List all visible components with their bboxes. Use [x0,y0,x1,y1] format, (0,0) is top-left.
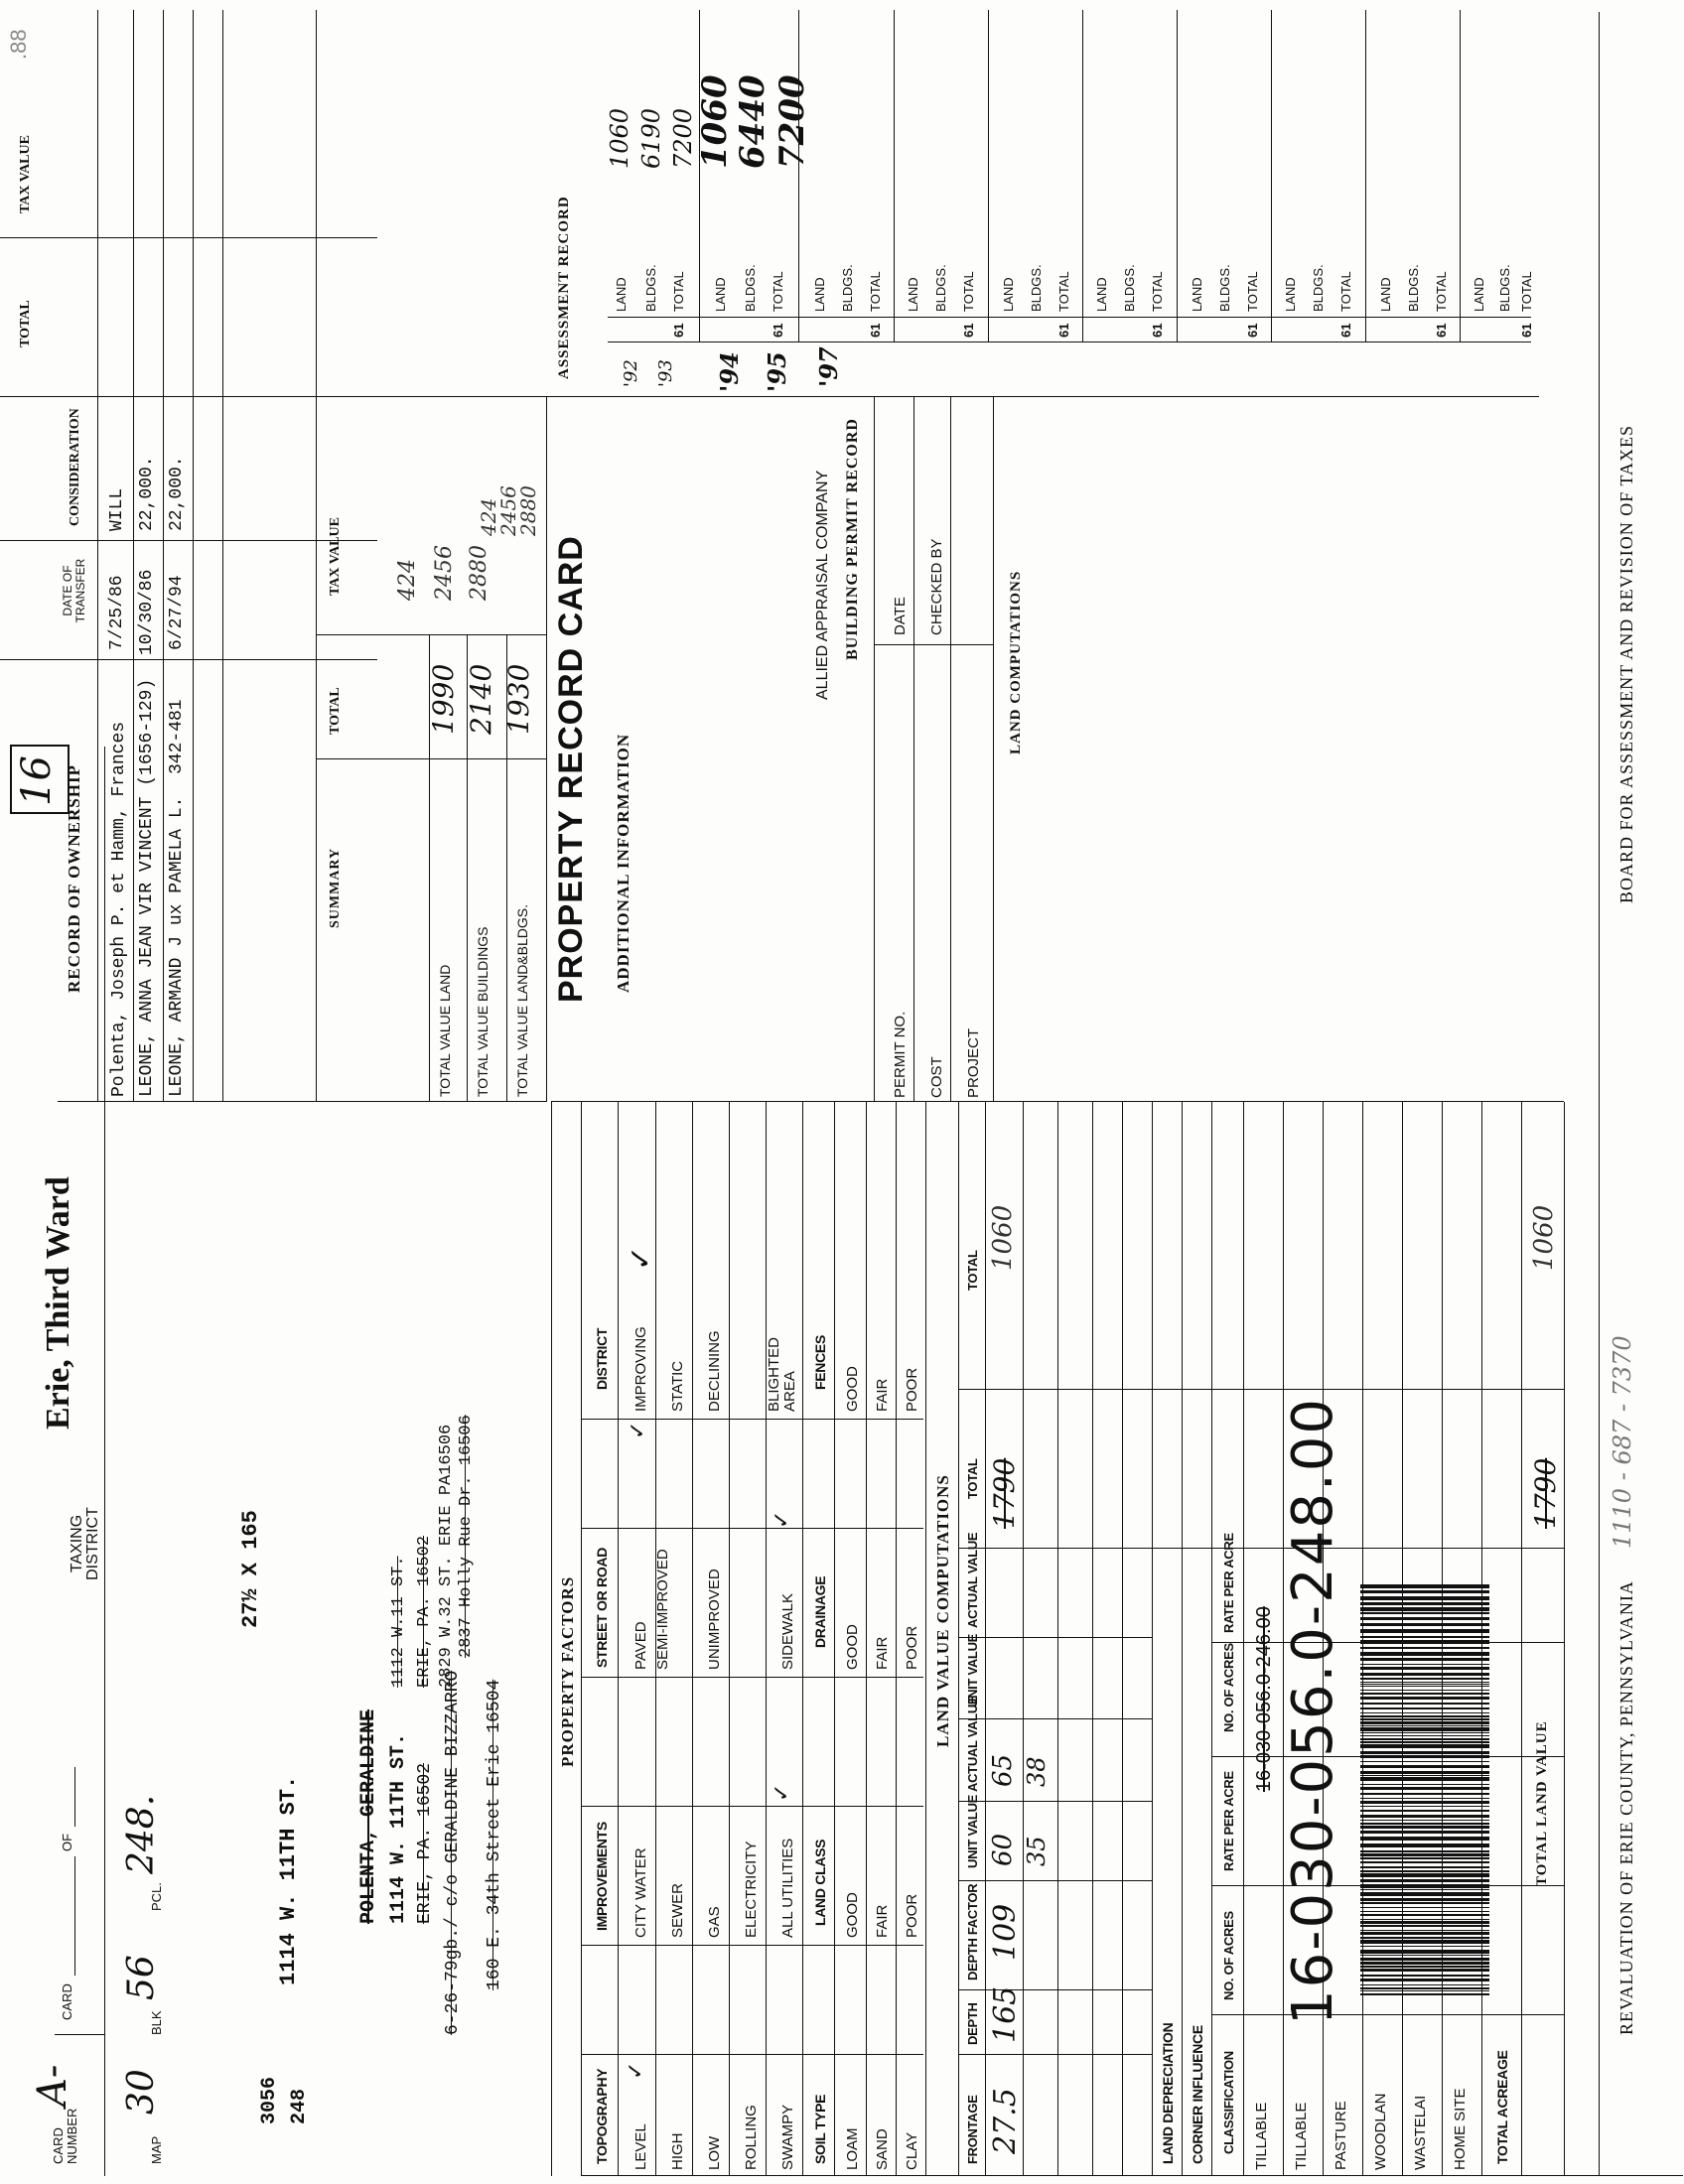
owner-1-date: 7/25/86 [107,575,127,650]
card-number-value: A- [30,2064,75,2107]
assessment-year-97: '97 [814,346,843,387]
street-sidewalk-check: ✓ [770,1510,794,1529]
lv-unit-value-2: 35 [1023,1836,1051,1866]
street-paved: PAVED [632,1621,649,1670]
district-blighted: BLIGHTED AREA [766,1336,798,1412]
assess-bldgs-8: BLDGS. [1311,264,1326,312]
assessment-title: ASSESSMENT RECORD [556,196,572,379]
assess-total-3: TOTAL [868,271,883,312]
owner-1-name: Polenta, Joseph P. et Hamm, Frances [109,721,129,1097]
class-pasture: PASTURE [1333,2101,1349,2170]
mid-line-3: 2829 W.32 ST. ERIE PA16506 [437,1424,456,1688]
topography-header: TOPOGRAPHY [594,2068,610,2164]
fences-header: FENCES [812,1335,828,1390]
soil-sand: SAND [874,2128,891,2170]
date-label: DATE [892,597,909,635]
assess-bldgs-7: BLDGS. [1217,264,1232,312]
lv-header-depth-factor: DEPTH FACTOR [965,1883,980,1980]
mid-line-2: ERIE, PA. 16502 [415,1535,434,1688]
assess-total-7: TOTAL [1245,271,1260,312]
assess-year-code-1: 61 [671,323,686,338]
parcel-number: 16-030-056.0-248.00 [1281,1396,1345,2025]
lv-header-actual-value-2: ACTUAL VALUE [965,1532,980,1628]
assessment-value-5: 6440 [733,74,772,169]
drainage-header: DRAINAGE [812,1575,828,1648]
blk-label: BLK [149,2010,164,2035]
impr-all-utilities: ALL UTILITIES [779,1838,796,1938]
land-value-title: LAND VALUE COMPUTATIONS [933,1474,952,1747]
lv-header-total-1: TOTAL [965,1458,980,1499]
assess-land-1: LAND [614,277,629,312]
assess-total-1: TOTAL [671,271,686,312]
total-land-value-label: TOTAL LAND VALUE [1534,1720,1550,1886]
class-wasteland: WASTELAI [1412,2095,1429,2170]
owner-2-consideration: 22,000. [137,456,157,531]
summary-land-label: TOTAL VALUE LAND [437,964,453,1097]
assess-total-4: TOTAL [961,271,976,312]
lv-depth: 165 [988,1985,1023,2043]
total-acreage: TOTAL ACREAGE [1494,2050,1510,2164]
card-number-label: CARD NUMBER [51,2108,79,2164]
fence-poor: POOR [904,1367,920,1412]
topo-level: LEVEL [632,2123,649,2170]
lv-header-total-2: TOTAL [965,1250,980,1291]
class-good: GOOD [844,1892,861,1938]
property-address: 1114 W. 11TH ST. [276,1775,301,1985]
acre-header-rate-2: RATE PER ACRE [1221,1533,1236,1633]
footer-notes: 1110 - 687 - 7370 [1609,1335,1636,1549]
district-declining: DECLINING [706,1330,723,1412]
assess-total-9: TOTAL [1434,271,1449,312]
project-label: PROJECT [965,1027,982,1098]
land-depreciation: LAND DEPRECIATION [1160,2022,1176,2164]
land-computations-title: LAND COMPUTATIONS [1008,570,1024,754]
summary-land-tax: 424 [477,497,500,536]
owner-line-4: 6-26-79gb./ c/o GERALDINE BIZZARRO [443,1670,463,2035]
district-improving-check: ✓ [624,1245,658,1271]
drain-good: GOOD [844,1624,861,1670]
summary-tax-value-label: TAX VALUE [328,517,343,596]
assessment-value-3: 7200 [669,107,697,169]
assess-bldgs-2: BLDGS. [743,264,758,312]
assessment-tax-value-label: TAX VALUE [18,135,33,213]
summary-buildings-total: 2140 [465,663,497,735]
acre-header-acres-1: NO. OF ACRES [1221,1911,1236,2000]
lv-header-depth: DEPTH [965,2002,980,2045]
assess-bldgs-10: BLDGS. [1497,264,1512,312]
assess-bldgs-3: BLDGS. [840,264,855,312]
assessment-year-94: '94 [715,351,744,392]
lv-header-frontage: FRONTAGE [965,2095,980,2164]
assess-land-5: LAND [1001,277,1016,312]
assess-land-9: LAND [1378,277,1393,312]
ownership-title: RECORD OF OWNERSHIP [65,764,83,993]
owner-2-date: 10/30/86 [137,569,157,655]
assess-land-2: LAND [713,277,728,312]
impr-city-water: CITY WATER [632,1847,649,1938]
lv-frontage: 27.5 [988,2088,1023,2154]
assessment-value-4: 1060 [695,74,735,169]
topo-level-check: ✓ [624,2061,648,2080]
assessment-value-1: 1060 [606,107,633,169]
assess-land-10: LAND [1472,277,1486,312]
assess-year-code-9: 61 [1434,323,1449,338]
lv-unit-value-1: 60 [988,1833,1018,1866]
lv-actual-value-1: 65 [988,1753,1018,1787]
acre-header-classification: CLASSIFICATION [1221,2051,1236,2154]
consideration-label: CONSIDERATION [68,408,82,526]
assessment-value-6: 7200 [772,74,812,169]
assess-bldgs-5: BLDGS. [1029,264,1044,312]
map-label: MAP [149,2135,164,2164]
assess-year-code-7: 61 [1245,323,1260,338]
allied-appraisal: ALLIED APPRAISAL COMPANY [814,470,831,700]
owner-3-ref: 342-481 [167,699,187,774]
street-header: STREET OR ROAD [594,1547,610,1668]
assessment-value-2: 6190 [637,107,665,169]
assess-land-4: LAND [906,277,920,312]
footer-left: REVALUATION OF ERIE COUNTY, PENNSYLVANIA [1616,1580,1636,2035]
permit-no-label: PERMIT NO. [892,1011,909,1098]
owner-line-5: 160 E. 34th Street Erie 16504 [485,1679,504,1990]
district-header: DISTRICT [594,1327,610,1390]
owner-3-name: LEONE, ARMAND J ux PAMELA L. [167,796,187,1097]
assess-land-8: LAND [1283,277,1298,312]
class-poor: POOR [904,1893,920,1938]
corner-number: 16 [14,755,60,806]
owner-3-consideration: 22,000. [167,456,187,531]
assess-total-8: TOTAL [1338,271,1353,312]
soil-type-header: SOIL TYPE [812,2094,828,2164]
summary-land-total: 1990 [427,663,460,735]
cost-label: COST [928,1056,945,1098]
district-improving: IMPROVING [632,1326,649,1412]
soil-loam: LOAM [844,2127,861,2170]
parcel-barcode [1360,1578,1489,1995]
impr-gas: GAS [706,1906,723,1938]
pcl-value: 248. [121,1794,162,1874]
additional-information: ADDITIONAL INFORMATION [614,733,632,993]
class-woodland: WOODLAN [1372,2093,1389,2170]
blk-value: 56 [121,1955,162,2000]
fence-fair: FAIR [874,1378,891,1412]
soil-clay: CLAY [904,2131,920,2170]
assess-bldgs-6: BLDGS. [1122,264,1137,312]
assess-total-5: TOTAL [1056,271,1071,312]
class-fair: FAIR [874,1904,891,1938]
street-paved-check: ✓ [626,1421,650,1439]
assess-bldgs-9: BLDGS. [1406,264,1421,312]
lv-depth-factor: 109 [988,1903,1023,1961]
summary-buildings-tax: 2456 [496,485,520,536]
mid-line-4: 2837 Holly Rue Dr. 16506 [457,1415,476,1658]
assess-year-code-6: 61 [1150,323,1165,338]
owner-1-consideration: WILL [107,487,127,531]
corner-influence: CORNER INFLUENCE [1190,2025,1205,2164]
mid-line-1: 1112 W.11 ST. [389,1556,408,1688]
owner-3-date: 6/27/94 [167,575,187,650]
class-tillable-1: TILLABLE [1253,2102,1270,2170]
summary-land-bldgs-total: 1930 [502,663,535,735]
summary-tax-extra-2: 2456 [432,545,457,601]
assessment-year-92: '92 [621,359,641,387]
assess-total-2: TOTAL [771,271,785,312]
impr-sewer: SEWER [669,1882,686,1938]
acre-header-rate-1: RATE PER ACRE [1221,1771,1236,1871]
class-tillable-2: TILLABLE [1293,2102,1310,2170]
drain-poor: POOR [904,1625,920,1670]
taxing-district-label: TAXING DISTRICT [69,1507,101,1580]
of-label: OF [60,1833,74,1851]
district-name: Erie, Third Ward [40,1176,76,1430]
owner-line-2: 1114 W. 11TH ST. [387,1732,410,1924]
assess-year-code-5: 61 [1056,323,1071,338]
summary-tax-extra-3: 2880 [467,545,491,601]
property-code-1: 3056 [258,2076,281,2124]
parcel-number-struck: 16-030-056.0-246.00 [1253,1606,1275,1792]
property-dimensions: 27½ X 165 [238,1510,263,1628]
summary-tax-extra-1: 424 [395,559,420,601]
assess-total-10: TOTAL [1519,271,1534,312]
footer-right: BOARD FOR ASSESSMENT AND REVISION OF TAXES [1616,425,1636,903]
corner-top-mark: .88 [6,29,31,60]
impr-electricity: ELECTRICITY [743,1841,760,1938]
assess-land-7: LAND [1190,277,1204,312]
summary-total-label: TOTAL [328,687,343,735]
total-land-value-2: 1060 [1529,1204,1559,1271]
assess-year-code-8: 61 [1338,323,1353,338]
topo-high: HIGH [669,2132,686,2170]
owner-2-name: LEONE, ANNA JEAN VIR VINCENT (1656-129) [137,678,157,1097]
owner-line-3: ERIE, PA. 16502 [415,1762,435,1924]
lv-actual-value-2: 38 [1023,1756,1051,1787]
fence-good: GOOD [844,1366,861,1412]
assess-year-code-4: 61 [961,323,976,338]
lv-total-1: 1790 [988,1457,1021,1529]
assess-total-6: TOTAL [1150,271,1165,312]
assess-year-code-2: 61 [771,323,785,338]
assess-year-code-10: 61 [1519,323,1534,338]
summary-land-bldgs-label: TOTAL VALUE LAND&BLDGS. [514,904,530,1097]
assess-land-3: LAND [812,277,827,312]
street-sidewalk: SIDEWALK [779,1593,796,1670]
district-static: STATIC [669,1360,686,1412]
building-permit-title: BUILDING PERMIT RECORD [844,418,861,660]
impr-all-utilities-check: ✓ [770,1783,794,1802]
summary-title: SUMMARY [328,847,343,928]
drain-fair: FAIR [874,1636,891,1670]
lv-header-unit-value-1: UNIT VALUE [965,1794,980,1868]
date-of-transfer-label: DATE OF TRANSFER [61,558,87,623]
total-land-value-1: 1790 [1529,1457,1562,1529]
pcl-label: PCL. [149,1882,164,1911]
topo-rolling: ROLLING [743,2105,760,2170]
topo-low: LOW [706,2135,723,2170]
summary-land-bldgs-tax: 2880 [516,485,540,536]
lv-header-unit-value-2: UNIT VALUE [965,1633,980,1707]
card-label: CARD [60,1983,74,2020]
lv-header-actual-value-1: ACTUAL VALUE [965,1696,980,1792]
topo-swampy: SWAMPY [779,2104,796,2170]
land-class-header: LAND CLASS [812,1839,828,1926]
owner-line-1: POLENTA, GERALDINE [357,1708,380,1924]
map-value: 30 [121,2069,162,2115]
assess-land-6: LAND [1094,277,1109,312]
card-title: PROPERTY RECORD CARD [552,535,590,1003]
improvements-header: IMPROVEMENTS [594,1822,610,1931]
street-unimproved: UNIMPROVED [706,1569,723,1670]
property-code-2: 248 [288,2088,311,2124]
lv-total-2: 1060 [988,1204,1018,1271]
summary-buildings-label: TOTAL VALUE BUILDINGS [475,926,491,1097]
acre-header-acres-2: NO. OF ACRES [1221,1643,1236,1732]
assessment-year-93: '93 [655,359,676,387]
assess-bldgs-1: BLDGS. [643,264,658,312]
assess-bldgs-4: BLDGS. [933,264,948,312]
class-home-site: HOME SITE [1452,2088,1469,2170]
property-factors-title: PROPERTY FACTORS [558,1575,577,1767]
assess-year-code-3: 61 [868,323,883,338]
assessment-total-label: TOTAL [18,300,33,347]
street-semi-improved: SEMI-IMPROVED [654,1549,671,1670]
checked-by-label: CHECKED BY [928,538,945,635]
assessment-year-95: '95 [763,351,791,392]
